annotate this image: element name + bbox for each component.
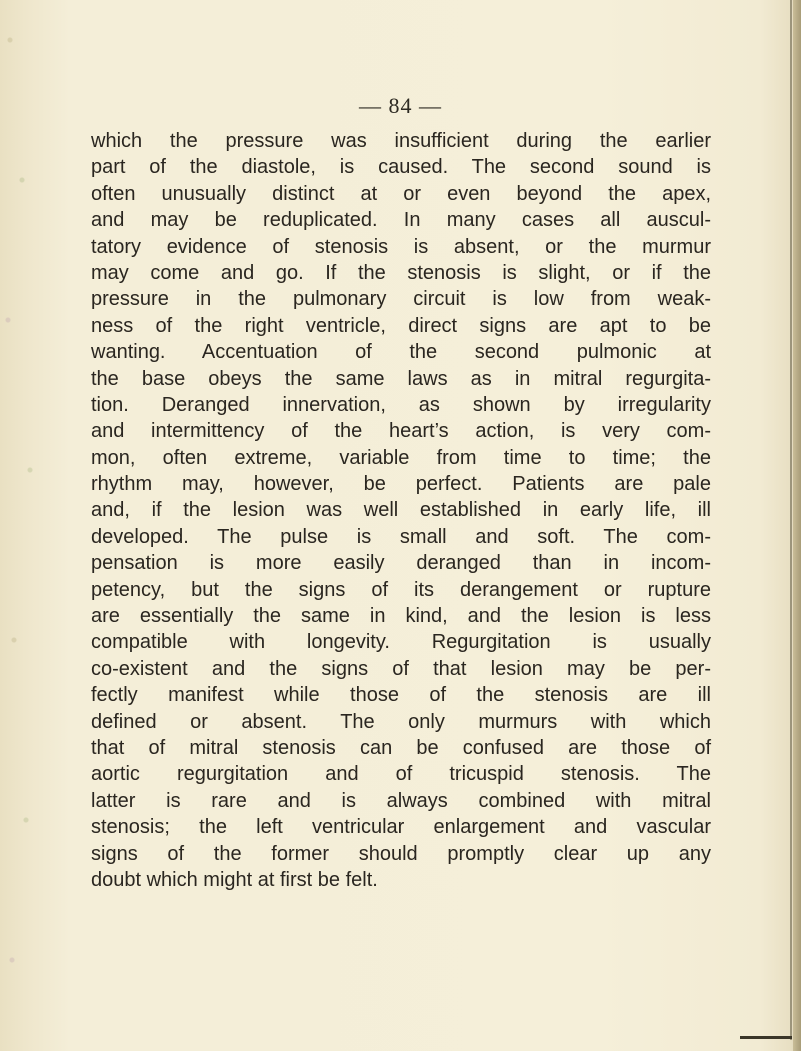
page-number: — 84 — bbox=[359, 93, 442, 118]
text-line: that of mitral stenosis can be confused are those of bbox=[91, 736, 711, 759]
left-edge-stain bbox=[0, 0, 45, 1051]
text-line: are essentially the same in kind, and the lesion is less bbox=[91, 605, 711, 628]
text-line: ness of the right ventricle, direct signs are apt to be bbox=[91, 314, 711, 337]
right-edge-line bbox=[790, 0, 792, 1040]
text-line: compatible with longevity. Regurgitation is usually bbox=[91, 631, 711, 654]
text-line: pensation is more easily deranged than in incom- bbox=[91, 552, 711, 575]
text-line: which the pressure was insufficient during the earlier bbox=[91, 130, 711, 152]
text-line: may come and go. If the stenosis is slight, or if the bbox=[91, 261, 711, 284]
text-line: doubt which might at first be felt. bbox=[91, 868, 378, 891]
text-line: co-existent and the signs of that lesion may be per- bbox=[91, 657, 711, 680]
body-text bbox=[91, 128, 711, 893]
text-line: part of the diastole, is caused. The second sound is bbox=[91, 156, 711, 179]
text-line: petency, but the signs of its derangement or rupture bbox=[91, 578, 711, 601]
text-line: pressure in the pulmonary circuit is low from weak- bbox=[91, 288, 711, 311]
text-line: and, if the lesion was well established in early life, ill bbox=[91, 499, 711, 522]
text-line: often unusually distinct at or even beyond the apex, bbox=[91, 182, 711, 205]
corner-mark bbox=[740, 1036, 792, 1039]
text-line: latter is rare and is always combined with mitral bbox=[91, 789, 711, 812]
right-page-edge bbox=[793, 0, 801, 1051]
text-line: tatory evidence of stenosis is absent, or the murmur bbox=[91, 235, 711, 258]
text-line: signs of the former should promptly clear up any bbox=[91, 842, 711, 865]
text-line: the base obeys the same laws as in mitral regurgita- bbox=[91, 367, 711, 390]
text-line: and intermittency of the heart’s action, is very com- bbox=[91, 420, 711, 443]
text-line: mon, often extreme, variable from time to time; the bbox=[91, 446, 711, 469]
text-line: aortic regurgitation and of tricuspid stenosis. The bbox=[91, 763, 711, 786]
text-line: stenosis; the left ventricular enlargement and vascular bbox=[91, 816, 711, 839]
text-line: wanting. Accentuation of the second pulmonic at bbox=[91, 341, 711, 364]
text-line: tion. Deranged innervation, as shown by irregularity bbox=[91, 393, 711, 416]
text-line: fectly manifest while those of the stenosis are ill bbox=[91, 684, 711, 707]
text-line: developed. The pulse is small and soft. The com- bbox=[91, 525, 711, 548]
text-line: defined or absent. The only murmurs with which bbox=[91, 710, 711, 733]
text-line: and may be reduplicated. In many cases all auscul- bbox=[91, 209, 711, 232]
text-line: rhythm may, however, be perfect. Patients are pale bbox=[91, 473, 711, 496]
